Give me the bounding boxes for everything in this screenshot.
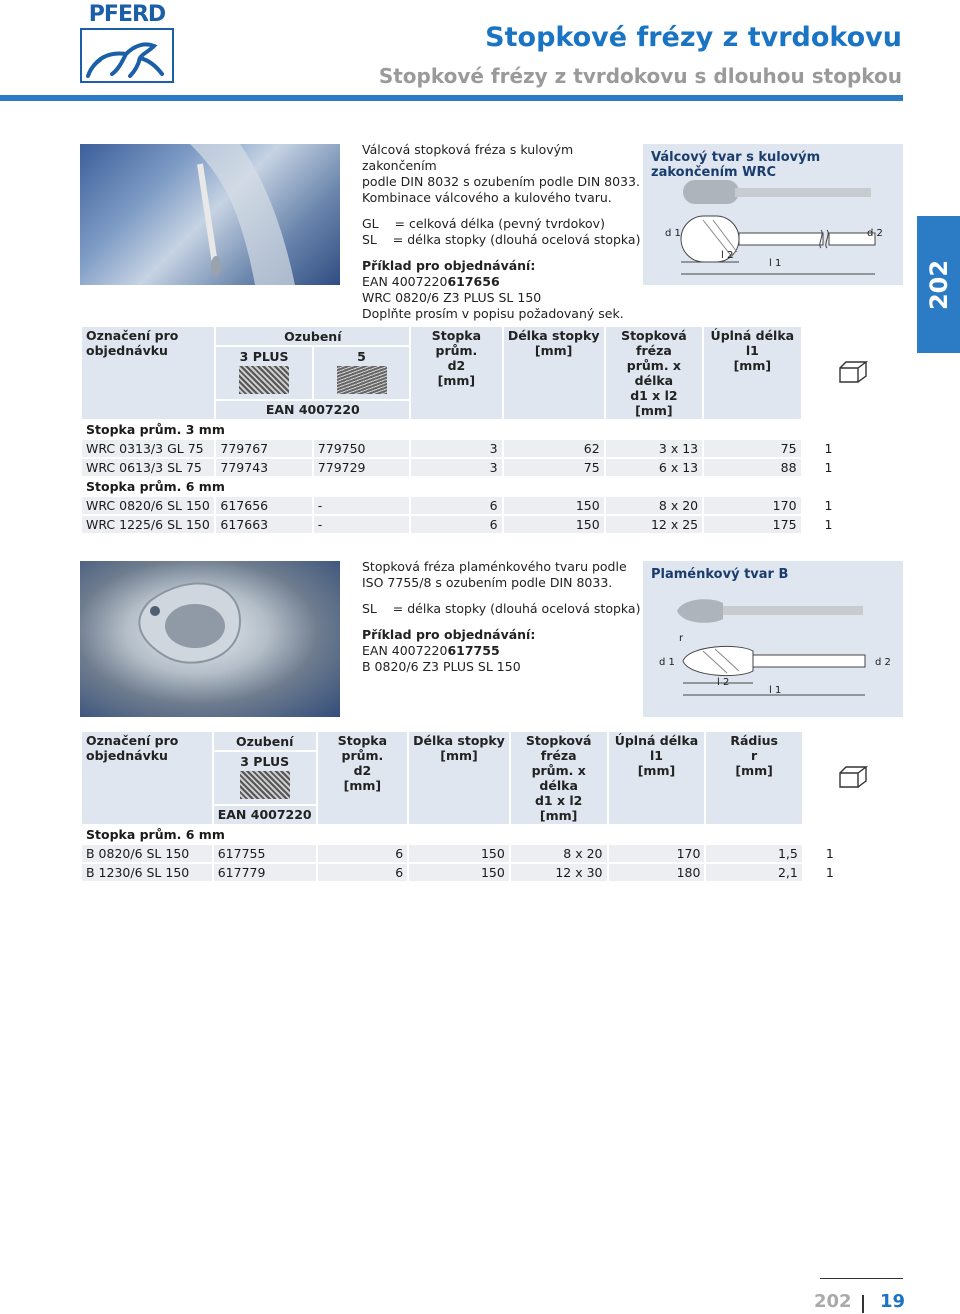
table-cell: 2,1 [706, 864, 801, 881]
order-heading: Příklad pro objednávání: [362, 627, 536, 642]
table-cell: WRC 0313/3 GL 75 [82, 440, 214, 457]
header-cutter: Stopková fréza prům. x délka d1 x l2 [mm] [511, 732, 607, 824]
table-cell: 1 [824, 460, 833, 475]
group-label: Stopka prům. 3 mm [86, 422, 225, 437]
table-cell: WRC 1225/6 SL 150 [82, 516, 214, 533]
table-cell: 779743 [216, 459, 311, 476]
group-label: Stopka prům. 6 mm [86, 479, 225, 494]
table-cell: 12 x 25 [606, 516, 702, 533]
table-cell: 175 [704, 516, 800, 533]
table-cell: 779729 [314, 459, 409, 476]
table-row [82, 516, 903, 533]
table-row [82, 440, 903, 457]
footer-rule [820, 1278, 903, 1279]
teeth-3plus-swatch [239, 366, 289, 394]
ean-prefix: EAN 4007220 [362, 643, 448, 658]
table-cell: 617755 [214, 845, 316, 862]
table-cell: 88 [704, 459, 800, 476]
product-photo-wrc [80, 144, 340, 285]
desc-line: Kombinace válcového a kulového tvaru. [362, 190, 612, 205]
table-cell: 6 [411, 497, 501, 514]
ean-prefix: EAN 4007220 [362, 274, 448, 289]
package-box-icon [803, 327, 903, 419]
table-flame [80, 730, 905, 883]
group-row [82, 826, 903, 843]
side-tab[interactable] [917, 216, 960, 353]
section2-description [362, 559, 642, 675]
order-ean [362, 643, 642, 659]
table-cell: WRC 0820/6 SL 150 [82, 497, 214, 514]
label-d2: d 2 [867, 228, 883, 239]
horse-logo-icon [80, 28, 174, 83]
desc-line: podle DIN 8032 s ozubením podle DIN 8033. [362, 174, 640, 189]
header-designation: Označení pro objednávku [82, 732, 212, 824]
table-cell: 6 [318, 845, 408, 862]
table-cell: 6 [411, 516, 501, 533]
teeth-3plus: 3 PLUS [214, 752, 316, 804]
label-r: r [679, 633, 684, 644]
table-row [82, 864, 903, 881]
table-cell: 12 x 30 [511, 864, 607, 881]
page-number-left: 202 [814, 1291, 852, 1312]
table-cell: 1 [824, 498, 833, 513]
table-cell: 617663 [216, 516, 311, 533]
table-cell: 62 [504, 440, 604, 457]
sl-definition: SL = délka stopky (dlouhá ocelová stopka) [362, 601, 641, 616]
table-row [82, 459, 903, 476]
group-label: Stopka prům. 6 mm [86, 827, 225, 842]
table-cell: B 1230/6 SL 150 [82, 864, 212, 881]
order-note: Doplňte prosím v popisu požadovaný sek. [362, 306, 624, 321]
page-number-right: 19 [880, 1291, 906, 1312]
table-row [82, 497, 903, 514]
table-cell: 617656 [216, 497, 311, 514]
table-cell: 6 [318, 864, 408, 881]
table-cell: 150 [504, 497, 604, 514]
table-cell: - [314, 497, 409, 514]
table-cell: 180 [609, 864, 705, 881]
header-total-length: Úplná délka l1 [mm] [704, 327, 800, 419]
diagram-title: Válcový tvar s kulovým zakončením WRC [651, 150, 821, 180]
header-cutter: Stopková fréza prům. x délka d1 x l2 [mm] [606, 327, 702, 419]
label-d1: d 1 [659, 657, 675, 668]
group-row [82, 478, 903, 495]
table-cell: B 0820/6 SL 150 [82, 845, 212, 862]
page-number-separator [862, 1295, 864, 1313]
header-teeth: Ozubení [214, 732, 316, 750]
label-l1: l 1 [769, 685, 782, 696]
order-example: B 0820/6 Z3 PLUS SL 150 [362, 659, 521, 674]
header-shank-length: Délka stopky [mm] [409, 732, 509, 824]
table-row [82, 845, 903, 862]
desc-line: ISO 7755/8 s ozubením podle DIN 8033. [362, 575, 613, 590]
table-cell: 150 [504, 516, 604, 533]
teeth-3plus: 3 PLUS [216, 347, 311, 399]
diagram-flame [643, 561, 903, 717]
table-cell: 779750 [314, 440, 409, 457]
diagram-wrc [643, 144, 903, 285]
table-cell: 8 x 20 [511, 845, 607, 862]
table-cell: 170 [704, 497, 800, 514]
table-cell: 3 [411, 459, 501, 476]
table-cell: 150 [409, 845, 509, 862]
header-teeth: Ozubení [216, 327, 409, 345]
header-shank: Stopka prům. d2 [mm] [411, 327, 501, 419]
teeth-3plus-swatch [240, 771, 290, 799]
table-cell: 170 [609, 845, 705, 862]
table-cell: 3 x 13 [606, 440, 702, 457]
table-cell: 1 [825, 865, 834, 880]
teeth-5: 5 [314, 347, 409, 399]
header-shank-length: Délka stopky [mm] [504, 327, 604, 419]
table-cell: 8 x 20 [606, 497, 702, 514]
table-cell: 617779 [214, 864, 316, 881]
table-cell: 3 [411, 440, 501, 457]
ean-suffix: 617755 [447, 643, 500, 658]
label-l2: l 2 [721, 250, 734, 261]
label-d2: d 2 [875, 657, 891, 668]
table-cell: - [314, 516, 409, 533]
brand-logo-text: PFERD [88, 2, 166, 27]
table-cell: WRC 0613/3 SL 75 [82, 459, 214, 476]
diagram-title: Plaménkový tvar B [651, 567, 789, 582]
order-ean [362, 274, 642, 290]
table-cell: 1 [824, 441, 833, 456]
group-row [82, 421, 903, 438]
ean-suffix: 617656 [447, 274, 500, 289]
table-cell: 1 [824, 517, 833, 532]
section1-description [362, 142, 642, 322]
table-cell: 75 [704, 440, 800, 457]
header-radius: Rádius r [mm] [706, 732, 801, 824]
header-ean: EAN 4007220 [214, 806, 316, 824]
header-designation: Označení pro objednávku [82, 327, 214, 419]
teeth-5-swatch [337, 366, 387, 394]
header-ean: EAN 4007220 [216, 401, 409, 419]
gl-definition: GL = celková délka (pevný tvrdokov) [362, 216, 605, 231]
table-cell: 150 [409, 864, 509, 881]
table-cell: 779767 [216, 440, 311, 457]
table-cell: 1,5 [706, 845, 801, 862]
page-subtitle: Stopkové frézy z tvrdokovu s dlouhou stopkou [378, 64, 902, 88]
header-shank: Stopka prům. d2 [mm] [318, 732, 408, 824]
table-wrc [80, 325, 905, 535]
desc-line: Stopková fréza plaménkového tvaru podle [362, 559, 627, 574]
label-l2: l 2 [717, 677, 730, 688]
desc-line: Válcová stopková fréza s kulovým zakončením [362, 142, 574, 173]
table-cell: 75 [504, 459, 604, 476]
label-l1: l 1 [769, 258, 782, 269]
side-tab-label: 202 [924, 259, 953, 310]
table-cell: 1 [825, 846, 834, 861]
package-box-icon [804, 732, 903, 824]
sl-definition: SL = délka stopky (dlouhá ocelová stopka) [362, 232, 641, 247]
order-heading: Příklad pro objednávání: [362, 258, 536, 273]
page-title: Stopkové frézy z tvrdokovu [485, 22, 902, 53]
order-example: WRC 0820/6 Z3 PLUS SL 150 [362, 290, 542, 305]
header-total-length: Úplná délka l1 [mm] [609, 732, 705, 824]
product-photo-flame [80, 561, 340, 717]
table-cell: 6 x 13 [606, 459, 702, 476]
label-d1: d 1 [665, 228, 681, 239]
header-rule [0, 95, 903, 101]
